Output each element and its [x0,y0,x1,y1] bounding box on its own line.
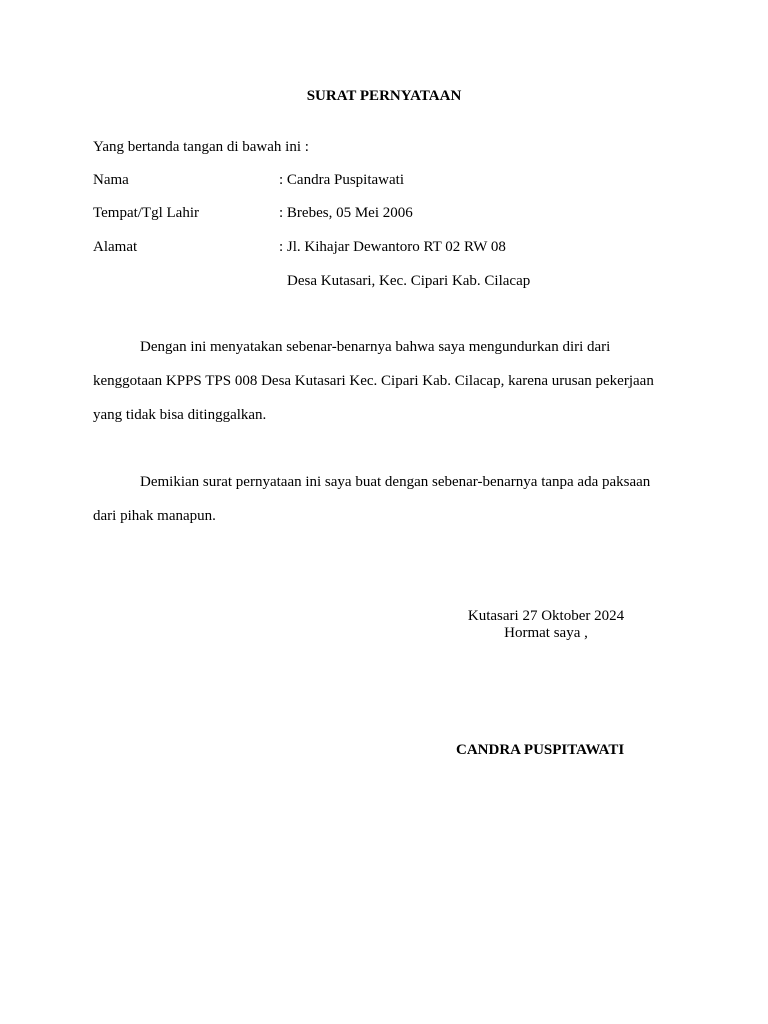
field-value-tempat-tgl-lahir: : Brebes, 05 Mei 2006 [279,205,413,221]
field-label-tempat-tgl-lahir: Tempat/Tgl Lahir [93,205,199,221]
paragraph-1-line-1: Dengan ini menyatakan sebenar-benarnya bahwa saya mengundurkan diri dari [140,339,611,355]
paragraph-2-line-1: Demikian surat pernyataan ini saya buat dengan sebenar-benarnya tanpa ada paksaan [140,474,651,490]
intro-line: Yang bertanda tangan di bawah ini : [93,139,309,155]
field-value-alamat: : Jl. Kihajar Dewantoro RT 02 RW 08 [279,239,506,255]
field-value-alamat-continuation: Desa Kutasari, Kec. Cipari Kab. Cilacap [287,273,531,289]
signature-block [446,608,646,642]
salutation: Hormat saya , [504,625,588,641]
field-label-nama: Nama [93,172,129,188]
document-title: SURAT PERNYATAAN [306,88,462,104]
field-label-alamat: Alamat [93,239,138,255]
signer-name: CANDRA PUSPITAWATI [456,742,625,758]
paragraph-2-line-2: dari pihak manapun. [93,508,216,524]
paragraph-1-line-3: yang tidak bisa ditinggalkan. [93,407,267,423]
place-date: Kutasari 27 Oktober 2024 [467,608,625,624]
paragraph-1-line-2: kenggotaan KPPS TPS 008 Desa Kutasari Kec. Cipari Kab. Cilacap, karena urusan pekerjaan [93,373,654,389]
field-value-nama: : Candra Puspitawati [279,172,404,188]
